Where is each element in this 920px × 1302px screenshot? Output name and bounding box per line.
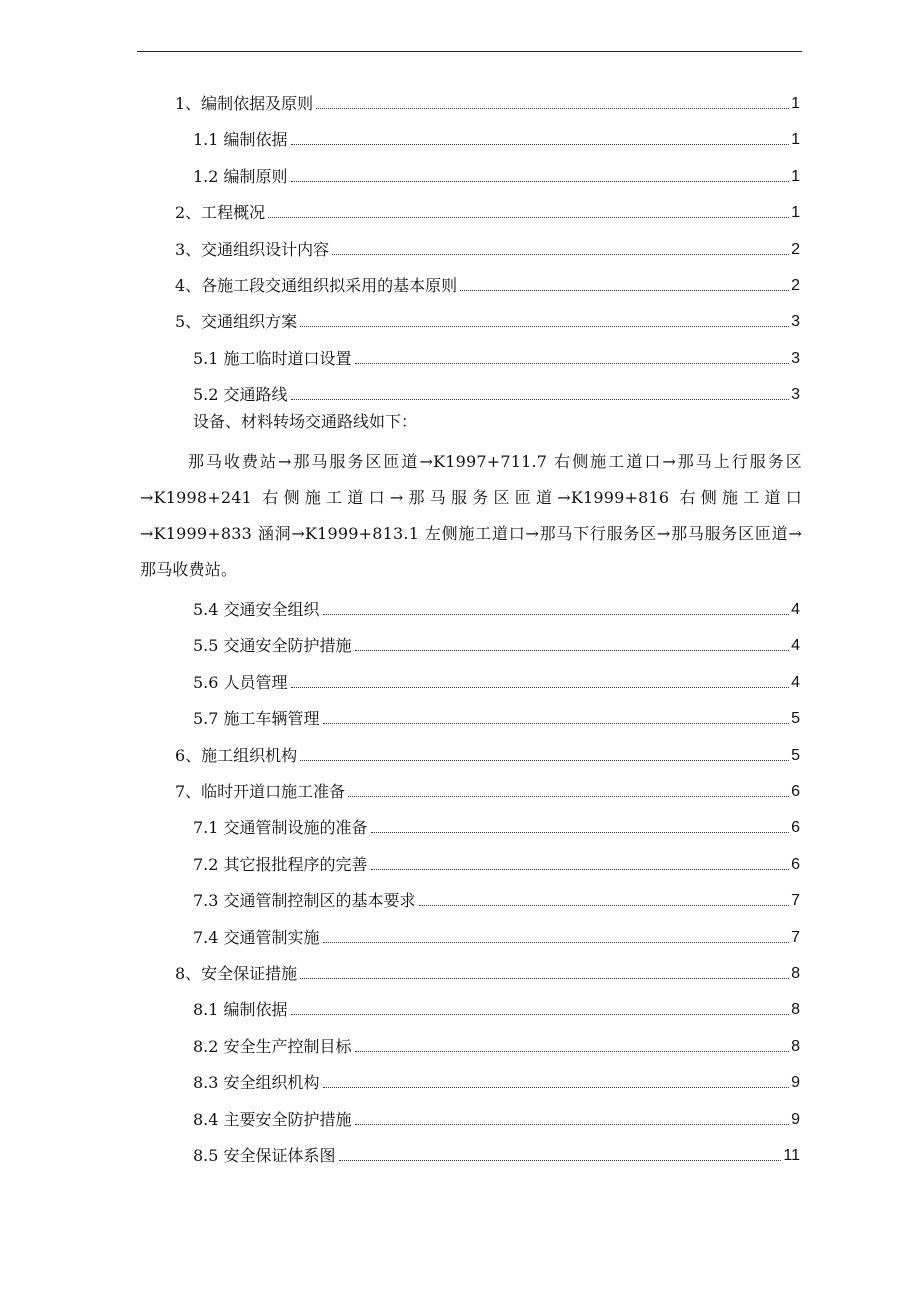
- toc-entry[interactable]: [193, 657, 800, 693]
- toc-entry-label: 7.3 交通管制控制区的基本要求: [193, 891, 416, 911]
- toc-entry-label: 1.2 编制原则: [193, 166, 288, 186]
- toc-entry-page-number: 4: [791, 601, 800, 618]
- toc-dot-leader: [460, 289, 789, 291]
- toc-entry-page-number: 4: [791, 637, 800, 655]
- toc-entry[interactable]: [175, 78, 800, 114]
- toc-entry-label: 1、编制依据及原则: [175, 94, 314, 113]
- toc-dot-leader: [291, 398, 790, 400]
- toc-entry-label: 5.6 人员管理: [193, 672, 288, 692]
- toc-entry[interactable]: [175, 296, 800, 332]
- toc-entry[interactable]: [175, 187, 800, 223]
- toc-entry-label: 8.4 主要安全防护措施: [193, 1109, 352, 1129]
- toc-entry-page-number: 8: [791, 965, 800, 982]
- toc-entry[interactable]: [193, 584, 800, 620]
- toc-dot-leader: [291, 1013, 790, 1015]
- toc-dot-leader: [323, 613, 790, 615]
- toc-entry[interactable]: [193, 369, 800, 405]
- route-title: 设备、材料转场交通路线如下：: [193, 412, 418, 431]
- toc-entry-page-number: 8: [791, 1001, 800, 1019]
- toc-dot-leader: [339, 1159, 782, 1161]
- toc-dot-leader: [355, 362, 790, 364]
- toc-entry-page-number: 1: [791, 167, 800, 185]
- toc-dot-leader: [323, 722, 790, 724]
- toc-entry[interactable]: [193, 1021, 800, 1057]
- toc-entry[interactable]: [193, 984, 800, 1020]
- toc-entry[interactable]: [175, 948, 800, 984]
- toc-entry-page-number: 2: [791, 277, 800, 294]
- toc-dot-leader: [291, 143, 790, 145]
- toc-entry[interactable]: [193, 620, 800, 656]
- toc-entry-page-number: 1: [791, 204, 800, 222]
- toc-entry[interactable]: [193, 693, 800, 729]
- toc-dot-leader: [300, 759, 789, 761]
- toc-entry-label: 2、工程概况: [175, 203, 266, 223]
- toc-entry-label: 5、交通组织方案: [175, 312, 298, 332]
- toc-entry-label: 8.3 安全组织机构: [193, 1073, 320, 1093]
- toc-entry[interactable]: [175, 730, 800, 766]
- toc-entry-page-number: 8: [791, 1037, 800, 1055]
- toc-dot-leader: [323, 941, 790, 943]
- toc-entry-label: 5.4 交通安全组织: [193, 600, 320, 619]
- toc-entry[interactable]: [193, 114, 800, 150]
- toc-dot-leader: [291, 180, 790, 182]
- toc-dot-leader: [323, 1086, 790, 1088]
- toc-dot-leader: [332, 253, 789, 255]
- toc-entry-page-number: 1: [791, 131, 800, 149]
- toc-entry-page-number: 2: [791, 240, 800, 258]
- toc-entry[interactable]: [175, 224, 800, 260]
- toc-entry-label: 1.1 编制依据: [193, 130, 288, 150]
- route-paragraph: 那马收费站→那马服务区匝道→K1997+711.7 右侧施工道口→那马上行服务区→K1998+241 右侧施工道口→那马服务区匝道→K1999+816 右侧施工道口→K1999+833 涵洞→K1999+813.1 左侧施工道口→那马下行服务区→那马服务区匝道→那马收费站。: [140, 452, 802, 579]
- toc-entry[interactable]: [193, 1130, 800, 1166]
- toc-entry-label: 8.5 安全保证体系图: [193, 1146, 336, 1165]
- toc-entry-label: 5.1 施工临时道口设置: [193, 348, 352, 368]
- toc-entry-page-number: 6: [791, 855, 800, 873]
- toc-entry-label: 5.2 交通路线: [193, 385, 288, 405]
- toc-entry-page-number: 5: [791, 746, 800, 764]
- toc-entry[interactable]: [193, 912, 800, 948]
- toc-entry-page-number: 3: [791, 349, 800, 367]
- toc-dot-leader: [355, 1050, 790, 1052]
- toc-entry[interactable]: [193, 839, 800, 875]
- toc-dot-leader: [291, 686, 790, 688]
- toc-entry-page-number: 1: [791, 95, 800, 112]
- toc-entry[interactable]: [193, 875, 800, 911]
- toc-dot-leader: [348, 795, 789, 797]
- toc-dot-leader: [300, 325, 789, 327]
- toc-entry-page-number: 3: [791, 313, 800, 331]
- toc-entry-label: 3、交通组织设计内容: [175, 239, 330, 259]
- toc-entry-label: 7.2 其它报批程序的完善: [193, 854, 368, 874]
- toc-dot-leader: [300, 977, 789, 979]
- toc-entry-label: 5.5 交通安全防护措施: [193, 636, 352, 656]
- toc-entry-label: 6、施工组织机构: [175, 745, 298, 765]
- toc-entry-label: 8.2 安全生产控制目标: [193, 1036, 352, 1056]
- toc-dot-leader: [268, 216, 789, 218]
- toc-entry-label: 7、临时开道口施工准备: [175, 782, 346, 801]
- toc-entry-page-number: 9: [791, 1074, 800, 1092]
- toc-entry-page-number: 11: [783, 1147, 800, 1164]
- toc-dot-leader: [316, 107, 789, 109]
- toc-entry-label: 8.1 编制依据: [193, 1000, 288, 1020]
- toc-dot-leader: [355, 649, 790, 651]
- toc-entry[interactable]: [193, 333, 800, 369]
- toc-entry-page-number: 6: [791, 783, 800, 800]
- toc-entry-label: 7.1 交通管制设施的准备: [193, 818, 368, 838]
- toc-entry-label: 8、安全保证措施: [175, 964, 298, 983]
- toc-entry[interactable]: [193, 1057, 800, 1093]
- toc-entry-page-number: 7: [791, 892, 800, 910]
- toc-entry-page-number: 4: [791, 673, 800, 691]
- toc-entry-page-number: 6: [791, 819, 800, 837]
- toc-entry-page-number: 3: [791, 386, 800, 404]
- toc-entry-page-number: 9: [791, 1110, 800, 1128]
- toc-dot-leader: [371, 831, 790, 833]
- toc-entry[interactable]: [175, 766, 800, 802]
- toc-entry[interactable]: [193, 802, 800, 838]
- toc-entry[interactable]: [193, 1094, 800, 1130]
- toc-entry-label: 4、各施工段交通组织拟采用的基本原则: [175, 276, 458, 295]
- toc-entry-page-number: 5: [791, 710, 800, 728]
- toc-dot-leader: [371, 868, 790, 870]
- toc-entry[interactable]: [193, 151, 800, 187]
- toc-entry[interactable]: [175, 260, 800, 296]
- toc-entry-label: 7.4 交通管制实施: [193, 927, 320, 947]
- toc-entry-label: 5.7 施工车辆管理: [193, 709, 320, 729]
- toc-dot-leader: [355, 1123, 790, 1125]
- toc-entry-page-number: 7: [791, 928, 800, 946]
- header-rule: [137, 51, 802, 52]
- toc-dot-leader: [419, 904, 790, 906]
